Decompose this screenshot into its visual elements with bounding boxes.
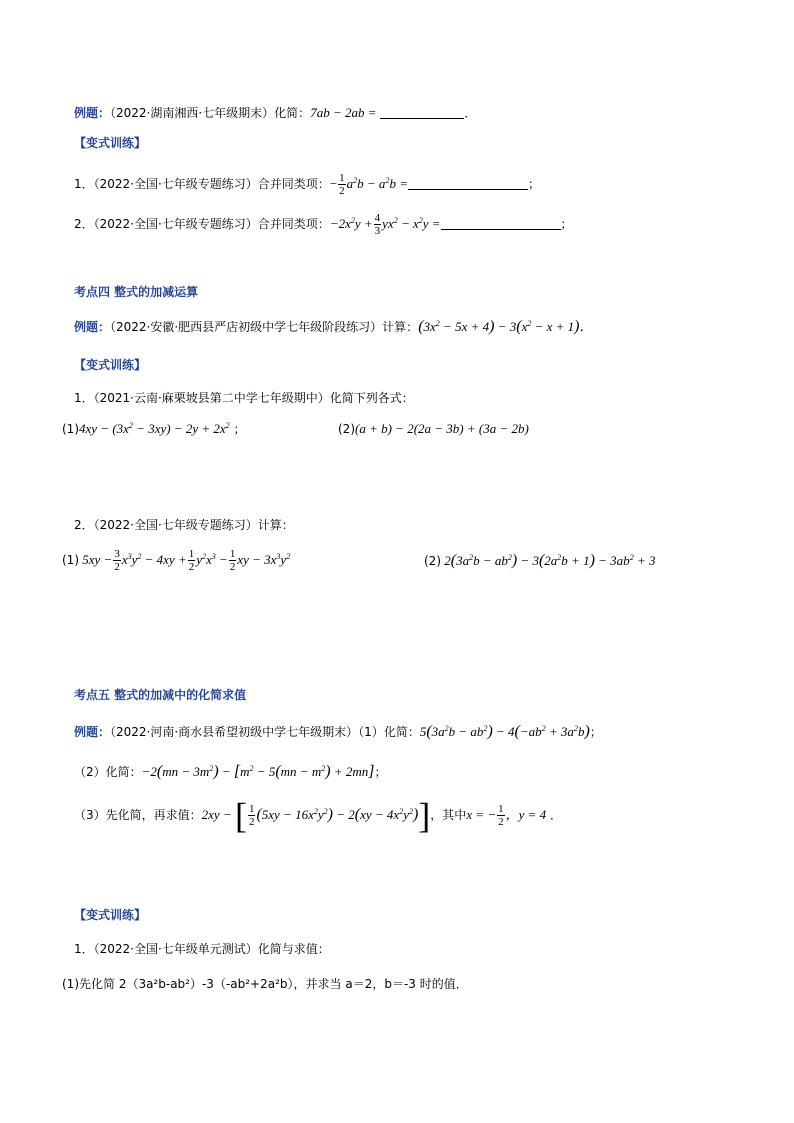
section-4-q1: 1．（2021·云南·麻栗坡县第二中学七年级期中）化简下列各式： — [74, 391, 414, 405]
fraction-four-thirds: $\frac{4}{3}$ — [374, 212, 381, 237]
section-5-part2: （2）化简：$-2(mn - 3m^2) - [m^2 - 5(mn - m^2) + 2mn]$； — [74, 763, 387, 780]
training-header-1: 【变式训练】 — [74, 136, 147, 150]
section-5-title: 考点五 整式的加减中的化简求值 — [74, 688, 247, 702]
q1-prefix: 1．（2022·全国·七年级专题练习）合并同类项： — [74, 177, 330, 191]
part-label: (2) — [338, 422, 355, 436]
part-label: (1) — [62, 553, 79, 567]
section-4-q2-part1: (1) 5xy − $\frac{3}{2}$ $x^3y^2 - 4xy$ + $\frac{1}{2}$ $y^2x^3$ − $\frac{1}{2}$ xy − $3x^3y^2$ — [62, 548, 291, 573]
section-5-q1: 1．（2022·全国·七年级单元测试）化简与求值： — [74, 942, 330, 956]
part-label: （3）先化简，再求值： — [74, 808, 202, 822]
answer-blank — [441, 217, 561, 230]
section-4-example: 例题：（2022·安徽·肥西县严店初级中学七年级阶段练习）计算：$(3x^2 - 5x + 4) - 3(x^2 - x + 1)$． — [74, 318, 593, 335]
q2-prefix: 2．（2022·全国·七年级专题练习）合并同类项： — [74, 217, 330, 231]
part-label: (2) — [424, 554, 441, 568]
example-source: （2022·安徽·肥西县严店初级中学七年级阶段练习）计算： — [110, 320, 419, 334]
example-tail: ． — [464, 106, 477, 120]
section-4-q2: 2．（2022·全国·七年级专题练习）计算： — [74, 518, 294, 532]
section-5-part3: （3）先化简，再求值：2xy − [ $\frac{1}{2}$ $(5xy - 16x^2y^2) - 2(xy - 4x^2y^2)$]，其中x = − $\frac{1}{2}$ ，y = 4 ． — [74, 795, 563, 836]
training-header-2: 【变式训练】 — [74, 358, 147, 372]
training-1-q2: 2．（2022·全国·七年级专题练习）合并同类项：$-2x^2y$ + $\frac{4}{3}$ $yx^2 - x^2y$ = ； — [74, 212, 573, 237]
q2-tail: ； — [560, 217, 573, 231]
example-label: 例题： — [74, 725, 111, 739]
section-4-q2-part2: (2) $2(3a^2b - ab^2) - 3(2a^2b + 1) - 3ab^2 + 3$ — [424, 552, 656, 569]
example-1-line — [74, 104, 476, 122]
example-label: 例题： — [74, 106, 111, 120]
section-4-title: 考点四 整式的加减运算 — [74, 285, 199, 299]
part-label: （2）化简： — [74, 765, 142, 779]
answer-blank — [380, 106, 464, 119]
example-expr: 7ab − 2ab = — [310, 105, 377, 120]
q1-tail: ； — [527, 177, 540, 191]
section-4-q1-part1: $(1)4xy - (3x^2 - 3xy) - 2y + 2x^2$ ； — [62, 421, 246, 436]
condition-text: ，其中 — [430, 808, 467, 822]
answer-blank — [408, 177, 528, 190]
training-header-3: 【变式训练】 — [74, 908, 147, 922]
example-source: （2022·湖南湘西·七年级期末）化简： — [110, 106, 311, 120]
example-label: 例题： — [74, 320, 111, 334]
fraction-half: $\frac{1}{2}$ — [339, 172, 345, 197]
part-label: (1) — [62, 422, 79, 436]
section-4-q1-part2: (2)(a + b) − 2(2a − 3b) + (3a − 2b) — [338, 421, 529, 436]
section-5-example: 例题：（2022·河南·商水县希望初级中学七年级期末）（1）化简：$5(3a^2b - ab^2) - 4(-ab^2 + 3a^2b)$； — [74, 723, 602, 740]
example-source: （2022·河南·商水县希望初级中学七年级期末）（1）化简： — [110, 725, 420, 739]
training-1-q1: 1．（2022·全国·七年级专题练习）合并同类项：− $\frac{1}{2}$ $a^2b - a^2b$ = ； — [74, 172, 540, 197]
section-5-q1-part1: (1)先化简 2（3a²b-ab²）-3（-ab²+2a²b），并求当 a＝2，b＝-3 时的值． — [62, 977, 468, 991]
